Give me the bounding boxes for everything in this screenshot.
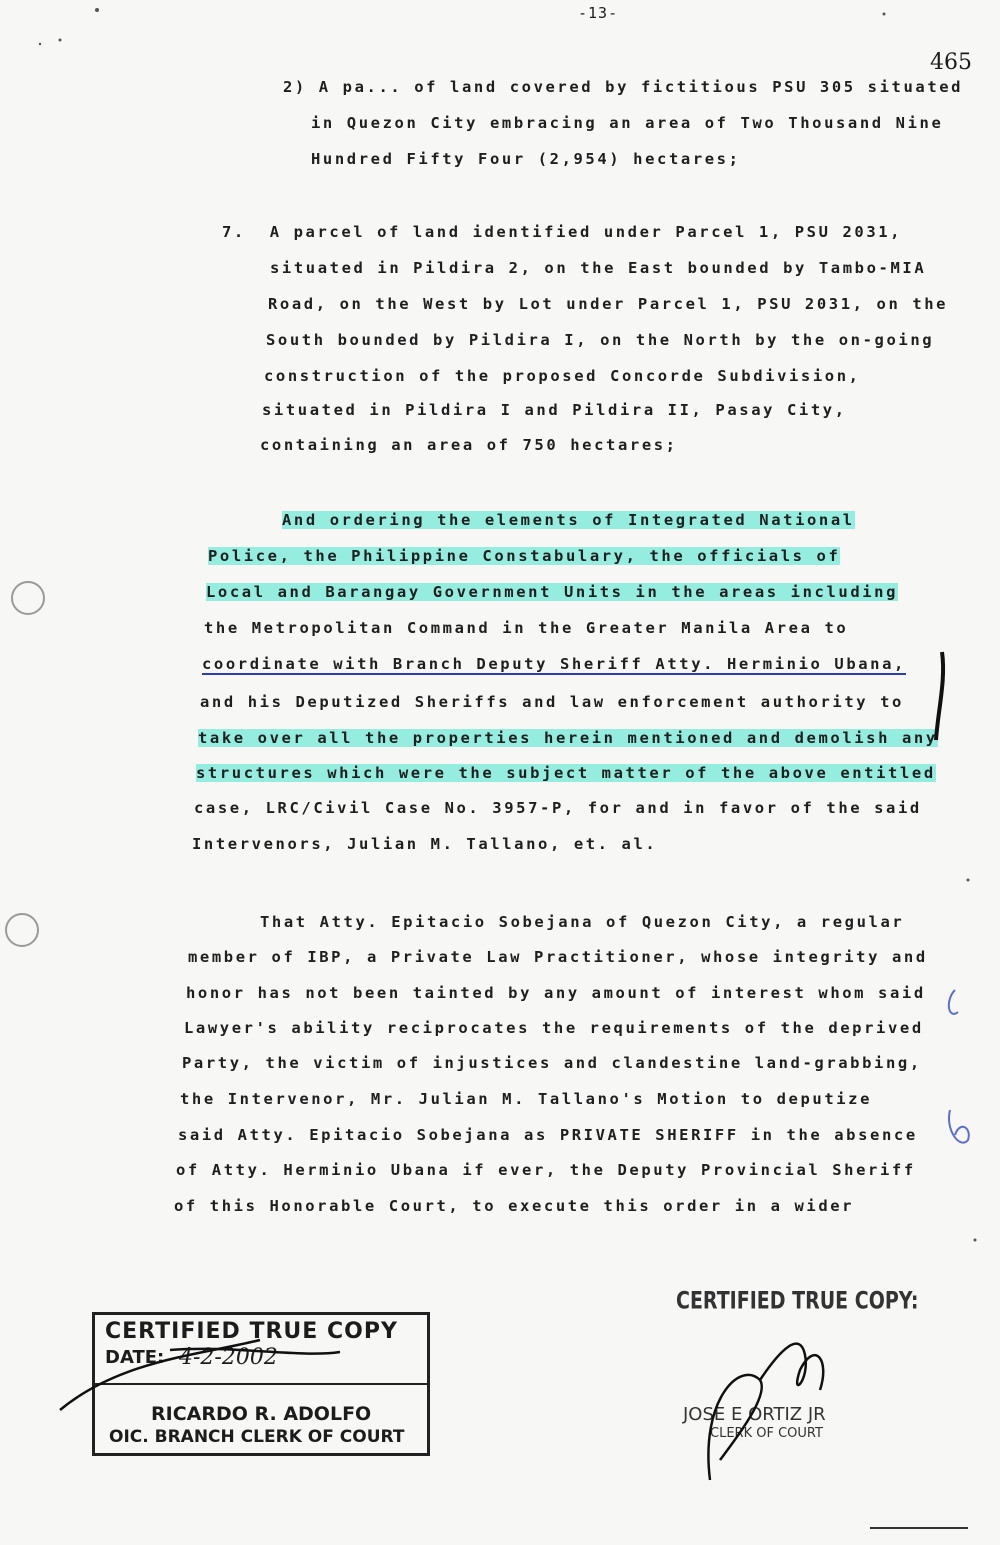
item-2-line: in Quezon City embracing an area of Two Thousand Nine <box>311 114 944 132</box>
page-number: -13- <box>578 4 619 22</box>
item-7-line: 7. A parcel of land identified under Parcel 1, PSU 2031, <box>222 223 903 241</box>
item-7-line: situated in Pildira 2, on the East bounded by Tambo-MIA <box>270 259 927 277</box>
that-line: said Atty. Epitacio Sobejana as PRIVATE SHERIFF in the absence <box>178 1126 918 1144</box>
order-line: coordinate with Branch Deputy Sheriff Atty. Herminio Ubana, <box>202 655 906 673</box>
hole-punch-icon <box>6 582 44 946</box>
item-7-line: containing an area of 750 hectares; <box>260 436 678 454</box>
stamp-heading: CERTIFIED TRUE COPY <box>105 1319 398 1344</box>
that-line: honor has not been tainted by any amount of interest whom said <box>186 984 926 1002</box>
stamp-date-label: DATE: <box>105 1347 165 1368</box>
that-line: the Intervenor, Mr. Julian M. Tallano's Motion to deputize <box>180 1090 873 1108</box>
margin-pen-mark-icon <box>936 652 943 740</box>
item-7-line: Road, on the West by Lot under Parcel 1, PSU 2031, on the <box>268 295 949 313</box>
order-line: Local and Barangay Government Units in the areas including <box>206 583 899 601</box>
stamp-name: RICARDO R. ADOLFO <box>151 1403 372 1425</box>
order-line: And ordering the elements of Integrated National <box>282 511 855 529</box>
that-line: member of IBP, a Private Law Practitioner, whose integrity and <box>188 948 928 966</box>
item-7-line: construction of the proposed Concorde Subdivision, <box>264 367 861 385</box>
order-line: Intervenors, Julian M. Tallano, et. al. <box>192 835 658 853</box>
item-2-line: 2) A pa... of land covered by fictitious PSU 305 situated <box>283 78 964 96</box>
margin-number: 465 <box>930 50 972 75</box>
stamp-title: OIC. BRANCH CLERK OF COURT <box>109 1427 405 1447</box>
that-line: Lawyer's ability reciprocates the requirements of the deprived <box>184 1019 924 1037</box>
item-2-line: Hundred Fifty Four (2,954) hectares; <box>311 150 741 168</box>
that-line: That Atty. Epitacio Sobejana of Quezon City, a regular <box>260 913 905 931</box>
order-line: and his Deputized Sheriffs and law enforcement authority to <box>200 693 904 711</box>
blue-initial-icon <box>949 990 969 1143</box>
clerk-name: JOSE E ORTIZ JR <box>683 1404 826 1425</box>
item-7-line: situated in Pildira I and Pildira II, Pasay City, <box>262 401 847 419</box>
order-line: Police, the Philippine Constabulary, the officials of <box>208 547 841 565</box>
order-line: the Metropolitan Command in the Greater Manila Area to <box>204 619 849 637</box>
handwritten-signature-icon <box>708 1344 823 1480</box>
order-line: take over all the properties herein mentioned and demolish any <box>198 729 938 747</box>
that-line: of Atty. Herminio Ubana if ever, the Deputy Provincial Sheriff <box>176 1161 916 1179</box>
order-line: structures which were the subject matter of the above entitled <box>196 764 936 782</box>
right-certified-heading: CERTIFIED TRUE COPY: <box>676 1287 919 1315</box>
scan-specks-icon <box>39 8 977 1242</box>
item-7-line: South bounded by Pildira I, on the North by the on-going <box>266 331 935 349</box>
that-line: of this Honorable Court, to execute this order in a wider <box>174 1197 855 1215</box>
order-line: case, LRC/Civil Case No. 3957-P, for and in favor of the said <box>194 799 922 817</box>
that-line: Party, the victim of injustices and clandestine land-grabbing, <box>182 1054 922 1072</box>
stamp-signature-scribble-icon <box>60 1340 340 1410</box>
clerk-title: CLERK OF COURT <box>710 1426 823 1441</box>
stamp-date-value: 4-2-2002 <box>179 1345 278 1370</box>
